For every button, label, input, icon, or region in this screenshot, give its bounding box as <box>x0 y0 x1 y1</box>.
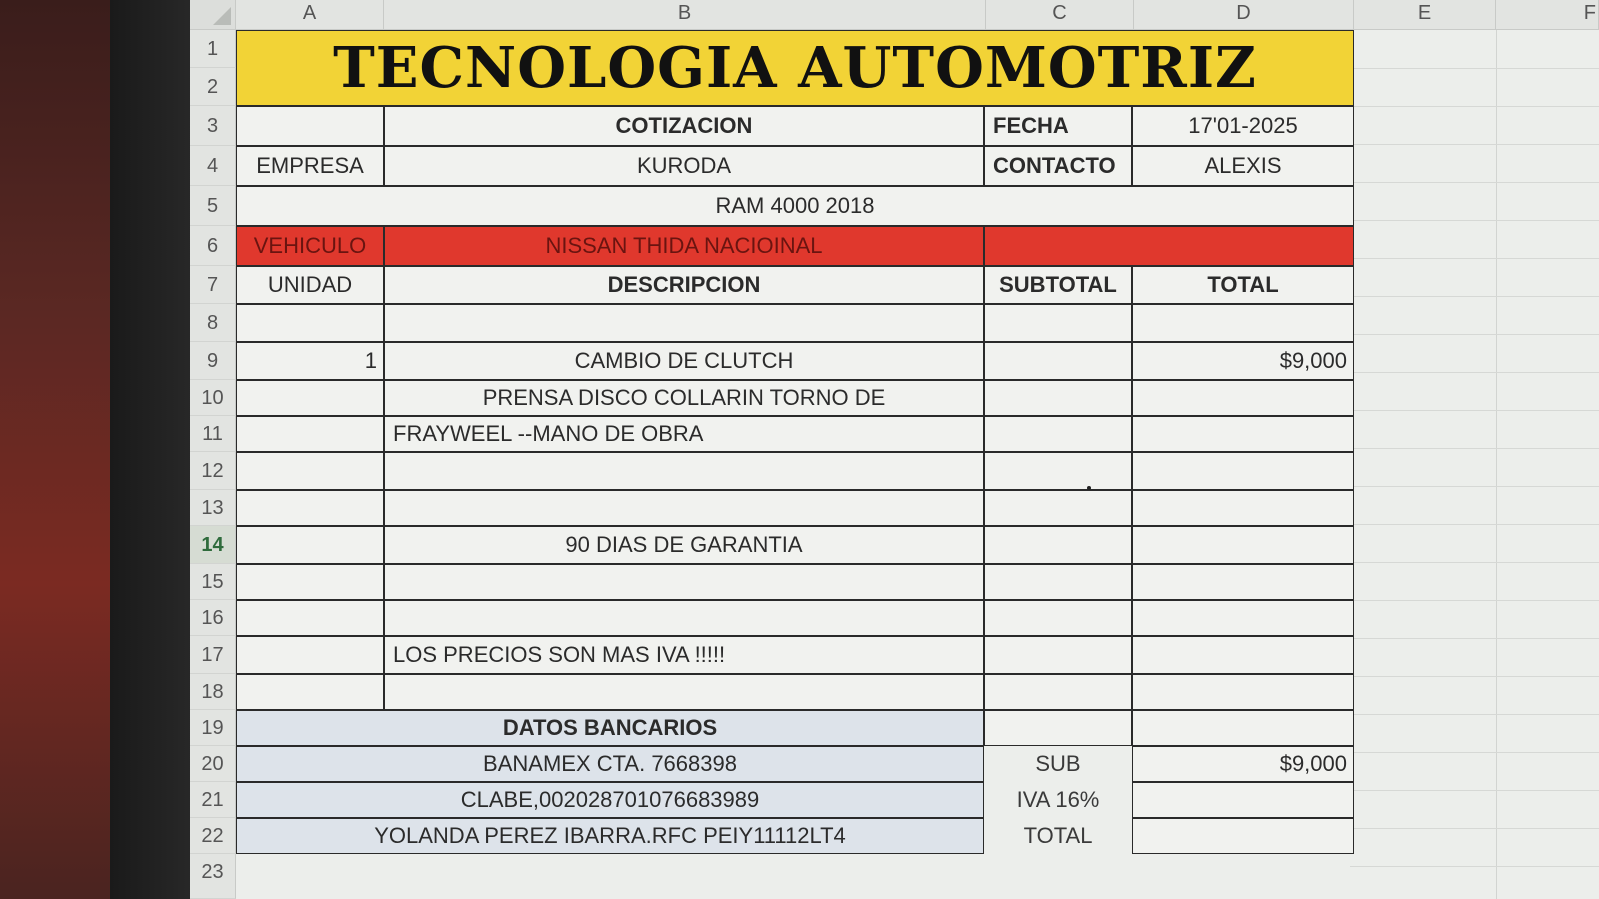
cell-d13[interactable] <box>1132 490 1354 526</box>
row-header[interactable]: 3 <box>190 106 236 146</box>
row-header[interactable]: 17 <box>190 636 236 674</box>
cell-d14[interactable] <box>1132 526 1354 564</box>
gridline <box>1350 296 1599 297</box>
cell-c17[interactable] <box>984 636 1132 674</box>
cell-d16[interactable] <box>1132 600 1354 636</box>
gridline <box>1350 828 1599 829</box>
row-header[interactable]: 5 <box>190 186 236 226</box>
gridline <box>1350 676 1599 677</box>
row-header[interactable]: 6 <box>190 226 236 266</box>
gridline <box>1350 486 1599 487</box>
vehiculo-value[interactable]: NISSAN THIDA NACIOINAL <box>384 226 984 266</box>
cell-b15[interactable] <box>384 564 984 600</box>
cell-a14[interactable] <box>236 526 384 564</box>
sub-label: SUB <box>1035 751 1081 776</box>
row-header[interactable]: 1 <box>190 30 236 68</box>
gridline <box>1350 334 1599 335</box>
gridline <box>1350 182 1599 183</box>
row-header[interactable]: 9 <box>190 342 236 380</box>
desc-line-3[interactable]: FRAYWEEL --MANO DE OBRA <box>384 416 984 452</box>
gridline <box>1350 714 1599 715</box>
iva-label: IVA 16% <box>1016 787 1100 812</box>
cell-a3[interactable] <box>236 106 384 146</box>
line-unidad[interactable]: 1 <box>236 342 384 380</box>
gridline <box>1350 600 1599 601</box>
row-header-active[interactable]: 14 <box>190 526 236 564</box>
gridline <box>1350 790 1599 791</box>
cell-c13[interactable] <box>984 490 1132 526</box>
cell-d18[interactable] <box>1132 674 1354 710</box>
gridline <box>1350 448 1599 449</box>
contacto-label[interactable]: CONTACTO <box>984 146 1132 186</box>
gridline <box>1350 372 1599 373</box>
vehicle-model[interactable]: RAM 4000 2018 <box>236 186 1354 226</box>
row-header[interactable]: 21 <box>190 782 236 818</box>
column-header-e[interactable]: E <box>1354 0 1496 30</box>
gridline <box>1350 752 1599 753</box>
gridline <box>1350 562 1599 563</box>
total-label: TOTAL <box>1023 823 1093 848</box>
cell-d10[interactable] <box>1132 380 1354 416</box>
row-header[interactable]: 12 <box>190 452 236 490</box>
fecha-label[interactable]: FECHA <box>984 106 1132 146</box>
line-subtotal[interactable] <box>984 342 1132 380</box>
cell-c10[interactable] <box>984 380 1132 416</box>
row-header[interactable]: 2 <box>190 68 236 106</box>
cell-c11[interactable] <box>984 416 1132 452</box>
unidad-header[interactable]: UNIDAD <box>236 266 384 304</box>
row-header[interactable]: 7 <box>190 266 236 304</box>
line-descripcion[interactable]: CAMBIO DE CLUTCH <box>384 342 984 380</box>
cell-a15[interactable] <box>236 564 384 600</box>
descripcion-header[interactable]: DESCRIPCION <box>384 266 984 304</box>
cell-a13[interactable] <box>236 490 384 526</box>
cell-a10[interactable] <box>236 380 384 416</box>
cell-a8[interactable] <box>236 304 384 342</box>
gridline <box>1350 144 1599 145</box>
row-header[interactable]: 4 <box>190 146 236 186</box>
row-header[interactable]: 8 <box>190 304 236 342</box>
row-header[interactable]: 18 <box>190 674 236 710</box>
cell-a18[interactable] <box>236 674 384 710</box>
iva-value[interactable] <box>1132 782 1354 818</box>
row-header[interactable]: 22 <box>190 818 236 854</box>
gridline <box>1350 638 1599 639</box>
cell-b18[interactable] <box>384 674 984 710</box>
line-total[interactable]: $9,000 <box>1132 342 1354 380</box>
cell-a17[interactable] <box>236 636 384 674</box>
cell-c18[interactable] <box>984 674 1132 710</box>
column-header-d[interactable]: D <box>1134 0 1354 30</box>
empresa-value[interactable]: KURODA <box>384 146 984 186</box>
cell-d11[interactable] <box>1132 416 1354 452</box>
gridline <box>1350 258 1599 259</box>
desc-line-2[interactable]: PRENSA DISCO COLLARIN TORNO DE <box>384 380 984 416</box>
bank-holder[interactable]: YOLANDA PEREZ IBARRA.RFC PEIY11112LT4 <box>236 818 984 854</box>
cell-a12[interactable] <box>236 452 384 490</box>
bank-header[interactable]: DATOS BANCARIOS <box>236 710 984 746</box>
cell-b8[interactable] <box>384 304 984 342</box>
total-value[interactable] <box>1132 818 1354 854</box>
vehiculo-label[interactable]: VEHICULO <box>236 226 384 266</box>
cell-c12[interactable] <box>984 452 1132 490</box>
row-header[interactable]: 23 <box>190 854 236 899</box>
select-all-corner[interactable] <box>190 0 236 30</box>
cotizacion-label[interactable]: COTIZACION <box>384 106 984 146</box>
cell-c15[interactable] <box>984 564 1132 600</box>
iva-note[interactable]: LOS PRECIOS SON MAS IVA !!!!! <box>384 636 984 674</box>
empresa-label[interactable]: EMPRESA <box>236 146 384 186</box>
total-header[interactable]: TOTAL <box>1132 266 1354 304</box>
gridline <box>1350 106 1599 107</box>
cell-c19[interactable] <box>984 710 1132 746</box>
cell-d17[interactable] <box>1132 636 1354 674</box>
contacto-value[interactable]: ALEXIS <box>1132 146 1354 186</box>
cell-c14[interactable] <box>984 526 1132 564</box>
row-header[interactable]: 19 <box>190 710 236 746</box>
row-header[interactable]: 20 <box>190 746 236 782</box>
cell-d19[interactable] <box>1132 710 1354 746</box>
bank-account[interactable]: BANAMEX CTA. 7668398 <box>236 746 984 782</box>
gridline <box>1350 524 1599 525</box>
subtotal-header[interactable]: SUBTOTAL <box>984 266 1132 304</box>
column-header-b[interactable]: B <box>384 0 986 30</box>
row-header[interactable]: 16 <box>190 600 236 636</box>
gridline <box>1350 220 1599 221</box>
cell-d15[interactable] <box>1132 564 1354 600</box>
company-title[interactable]: TECNOLOGIA AUTOMOTRIZ <box>236 30 1354 106</box>
gridline <box>1496 30 1497 899</box>
vehiculo-extra[interactable] <box>984 226 1354 266</box>
row-header[interactable]: 13 <box>190 490 236 526</box>
stray-dot <box>1087 486 1091 490</box>
row-header[interactable]: 15 <box>190 564 236 600</box>
fecha-value[interactable]: 17'01-2025 <box>1132 106 1354 146</box>
row-header[interactable]: 11 <box>190 416 236 452</box>
cell-b16[interactable] <box>384 600 984 636</box>
row-header[interactable]: 10 <box>190 380 236 416</box>
cell-b12[interactable] <box>384 452 984 490</box>
gridline <box>1350 68 1599 69</box>
cell-c16[interactable] <box>984 600 1132 636</box>
sub-value[interactable]: $9,000 <box>1132 746 1354 782</box>
column-header-a[interactable]: A <box>236 0 384 30</box>
column-header-f[interactable]: F <box>1496 0 1599 30</box>
gridline <box>1350 410 1599 411</box>
cell-b13[interactable] <box>384 490 984 526</box>
garantia-note[interactable]: 90 DIAS DE GARANTIA <box>384 526 984 564</box>
spreadsheet-window <box>190 0 1599 899</box>
cell-d12[interactable] <box>1132 452 1354 490</box>
cell-a16[interactable] <box>236 600 384 636</box>
gridline <box>1350 866 1599 867</box>
cell-a11[interactable] <box>236 416 384 452</box>
cell-c8[interactable] <box>984 304 1132 342</box>
bank-clabe[interactable]: CLABE,002028701076683989 <box>236 782 984 818</box>
column-header-c[interactable]: C <box>986 0 1134 30</box>
cell-d8[interactable] <box>1132 304 1354 342</box>
